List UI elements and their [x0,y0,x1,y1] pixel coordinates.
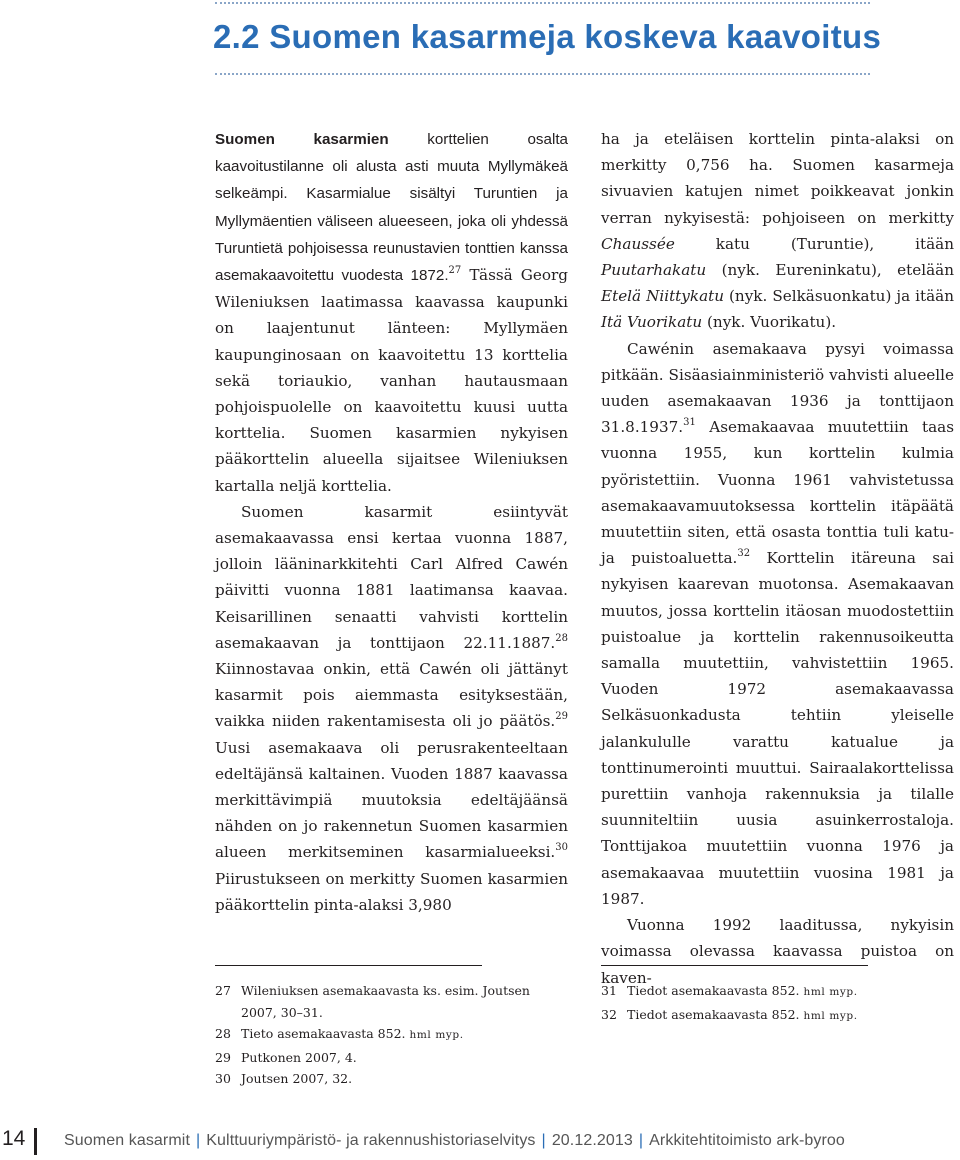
right-paragraph-3: Vuonna 1992 laaditussa, nykyisin voimassa olevassa kaavassa puistoa on kaven- [601,916,954,987]
page-footer [0,1127,960,1160]
footnote-28: 28 Tieto asemakaavasta 852. hml myp. [215,1026,464,1041]
header-rule-bottom [215,73,870,75]
footer-item-office: Arkkitehtitoimisto ark-byroo [649,1132,845,1149]
footer-item-title: Suomen kasarmit [64,1132,190,1149]
footnote-31: 31 Tiedot asemakaavasta 852. hml myp. [601,983,858,998]
footnote-29: 29 Putkonen 2007, 4. [215,1049,357,1065]
footer-separator: | [638,1132,644,1149]
left-paragraph-1: Suomen kasarmien korttelien osalta kaavoitustilanne oli alusta asti muuta Myllymäkeä selkeämpi. Kasarmialue sisältyi Turuntien ja Myllymäentien väliseen alueeseen, joka oli yhdessä Turuntietä pohjoisessa reunustavien tonttien kanssa asemakaavoitettu vuodesta 1872.27 Tässä Georg Wileniuksen laatimassa kaavassa kaupunki on laajentunut länteen: Myllymäen kaupunginosaan on kaavoitettu 13 korttelia sekä toriaukio, vanhan hautausmaan pohjoispuolelle on kaavoitettu kuusi uutta korttelia. Suomen kasarmien nykyisen pääkorttelin alueella sijaitsee Wileniuksen kartalla neljä korttelia. [215,131,568,495]
footer-item-report: Kulttuuriympäristö- ja rakennushistoriaselvitys [206,1132,536,1149]
lead-bold: Suomen kasarmien [215,131,389,148]
section-heading: 2.2 Suomen kasarmeja koskeva kaavoitus [213,18,882,55]
footnote-ref-28[interactable]: 28 [555,632,568,644]
header-rule-top [215,2,870,4]
footnote-30: 30 Joutsen 2007, 32. [215,1071,353,1086]
page-number: 14 [2,1127,26,1150]
footnote-ref-27[interactable]: 27 [448,265,462,277]
footer-item-date: 20.12.2013 [551,1132,633,1149]
right-paragraph-2: Cawénin asemakaava pysyi voimassa pitkään. Sisäasiainministeriö vahvisti alueelle uuden asemakaavan 1936 ja tonttijaon 31.8.1937.31 Asemakaavaa muutettiin taas vuonna 1955, kun korttelin kulmia pyöristettiin. Vuonna 1961 vahvistetussa asemakaavamuutoksessa korttelin itäpäätä muutettiin siten, että osasta tonttia tuli katu- ja puistoaluetta.$^{32}$ Korttelin itäreuna sai nykyisen kaarevan muotonsa. Asemakaavan muutos, jossa korttelin itäosan muodostettiin puistoalue ja korttelin rakennusoikeutta samalla muutettiin, vahvistettiin 1965. Vuoden 1972 asemakaavassa Selkäsuonkadusta tehtiin yleiselle jalankululle varattu katualue ja tonttinumerointi muuttui. Sairaalakorttelissa purettiin vanhoja rakennuksia ja tilalle suunniteltiin uusia asuinkerrostaloja. Tonttijakoa muutettiin vuonna 1976 ja asemakaavaa muutettiin vuosina 1981 ja 1987. [601,339,955,908]
footer-separator: | [196,1132,201,1149]
right-paragraph-1: ha ja eteläisen korttelin pinta-alaksi on merkitty 0,756 ha. Suomen kasarmeja sivuavien katujen nimet poikkeavat jonkin verran nykyisestä: pohjoiseen on merkitty Chaussée katu (Turuntie), itään Puutarhakatu (nyk. Eureninkatu), etelään Etelä Niittykatu (nyk. Selkäsuonkatu) ja itään Itä Vuorikatu (nyk. Vuorikatu). [601,130,954,332]
footnote-ref-30[interactable]: 30 [555,842,568,854]
left-paragraph-2: Suomen kasarmit esiintyvät asemakaavassa ensi kertaa vuonna 1887, jolloin lääninarkkitehti Carl Alfred Cawén päivitti vuonna 1881 laatimansa kaavaa. Keisarillinen senaatti vahvisti korttelin asemakaavan ja tonttijaon 22.11.1887.28 Kiinnostavaa onkin, että Cawén oli jättänyt kasarmit pois aiemmasta esityksestään, vaikka niiden rakentamisesta oli jo päätös.$^{29}$ Uusi asemakaava oli perusrakenteeltaan edeltäjänsä kaltainen. Vuoden 1887 kaavassa merkittävimpiä muutoksia edeltäjäänsä nähden on jo rakennetun Suomen kasarmien alueen merkitseminen kasarmialueeksi.$^{30}$ Piirustukseen on merkitty Suomen kasarmien pääkorttelin pinta-alaksi 3,980 [215,502,568,914]
footnote-27: 27 Wileniuksen asemakaavasta ks. esim. Joutsen 2007, 30–31. [215,983,530,1020]
right-column [601,126,954,991]
footnote-ref-31[interactable]: 31 [683,417,696,429]
footnote-rule-left [215,965,482,966]
footnote-ref-29[interactable]: 29 [555,711,568,723]
footnote-32: 32 Tiedot asemakaavasta 852. hml myp. [601,1006,858,1022]
footer-bar [34,1128,37,1155]
footnotes-right [601,980,951,1027]
footer-separator: | [541,1132,546,1149]
footer-text [64,1132,845,1150]
footnote-rule-right [601,965,868,966]
left-column [215,126,568,918]
footnotes-left [215,980,565,1090]
footnote-ref-32[interactable]: 32 [737,548,751,560]
